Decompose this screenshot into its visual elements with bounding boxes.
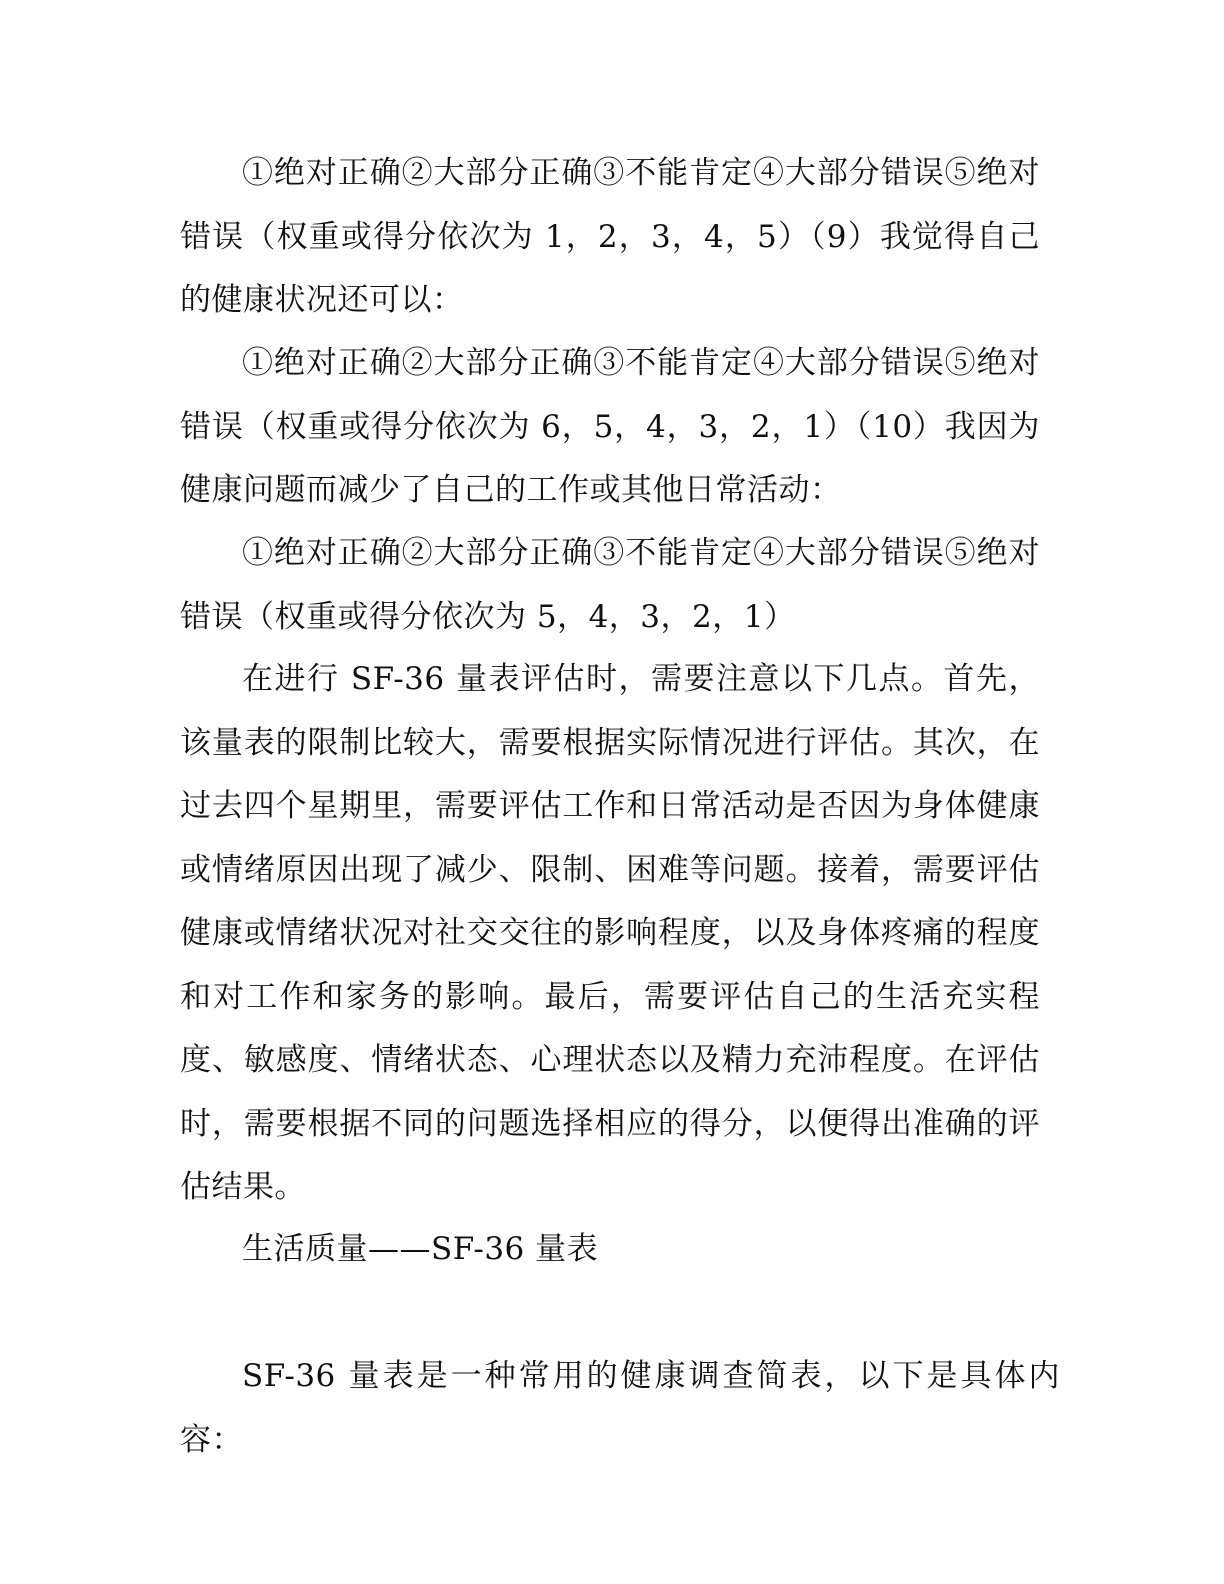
paragraph-assessment-notes: 在进行 SF-36 量表评估时，需要注意以下几点。首先，该量表的限制比较大，需要根据实际情况进行评估。其次，在过去四个星期里，需要评估工作和日常活动是否因为身体健康或情绪原因出现了减少、限制、困难等问题。接着，需要评估健康或情绪状况对社交交往的影响程度，以及身体疼痛的程度和对工作和家务的影响。最后，需要评估自己的生活充实程度、敏感度、情绪状态、心理状态以及精力充沛程度。在评估时，需要根据不同的问题选择相应的得分，以便得出准确的评估结果。 bbox=[180, 661, 1040, 1205]
paragraph-intro: SF-36 量表是一种常用的健康调查简表，以下是具体内容： bbox=[180, 1358, 1060, 1458]
paragraph-answer-options-q9: ①绝对正确②大部分正确③不能肯定④大部分错误⑤绝对错误（权重或得分依次为 6，5，4，3，2，1）（10）我因为健康问题而减少了自己的工作或其他日常活动： bbox=[180, 345, 1040, 508]
paragraph-answer-options-q10: ①绝对正确②大部分正确③不能肯定④大部分错误⑤绝对错误（权重或得分依次为 5，4，3，2，1） bbox=[180, 535, 1040, 635]
section-heading: 生活质量——SF-36 量表 bbox=[242, 1231, 599, 1267]
paragraph-answer-options-q8: ①绝对正确②大部分正确③不能肯定④大部分错误⑤绝对错误（权重或得分依次为 1，2，3，4，5）（9）我觉得自己的健康状况还可以： bbox=[180, 155, 1040, 318]
